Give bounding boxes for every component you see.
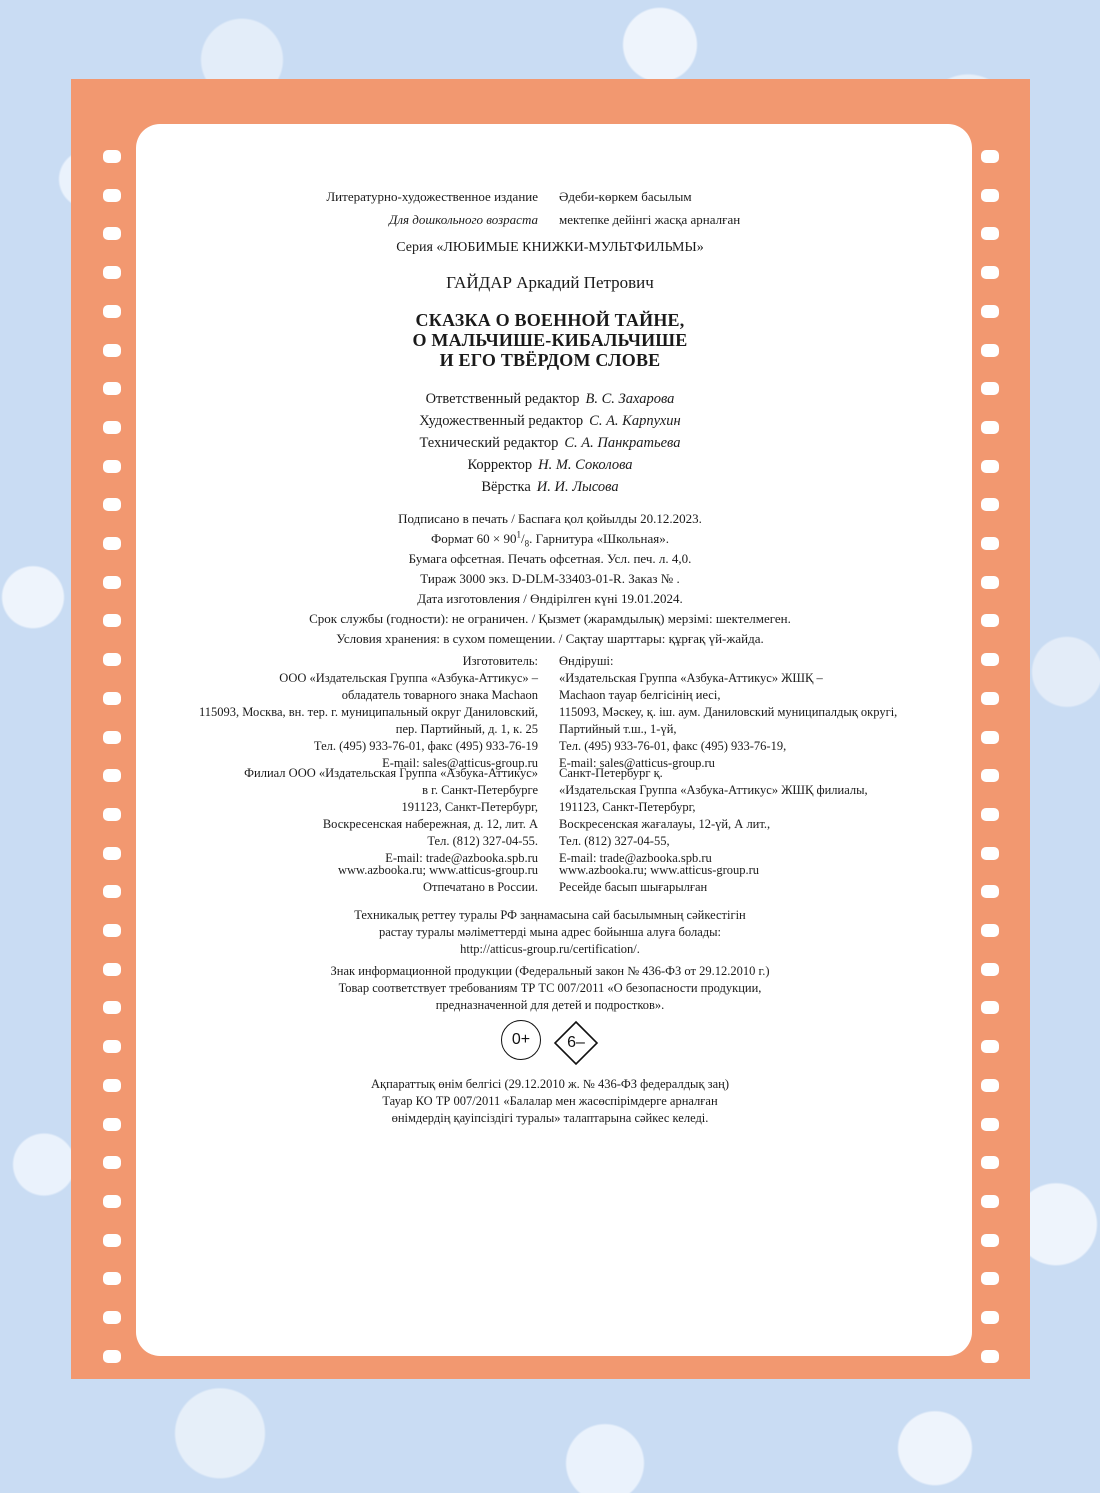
- staff-row-tech-editor: [0, 432, 1100, 454]
- manufacturer-ru: [199, 653, 538, 772]
- manufacturer-ru-line: E-mail: sales@atticus-group.ru: [382, 756, 538, 770]
- service-life-line: Срок службы (годности): не ограничен. / Қызмет (жарамдылық) мерзімі: шектелмеген.: [309, 611, 791, 626]
- branch-kz-line: Тел. (812) 327-04-55,: [559, 834, 670, 848]
- sprocket-hole: [103, 1272, 121, 1285]
- sprocket-hole: [103, 653, 121, 666]
- info-product-kz-line: Ақпараттық өнім белгісі (29.12.2010 ж. № 436-ФЗ федералдық заң): [371, 1077, 729, 1091]
- branch-ru-line: Филиал ООО «Издательская Группа «Азбука-Аттикус»: [244, 766, 538, 780]
- staff-row-art-editor: [0, 410, 1100, 432]
- sprocket-hole: [981, 1311, 999, 1324]
- manufacturer-ru-line: пер. Партийный, д. 1, к. 25: [395, 722, 538, 736]
- staff-row-layout: [0, 476, 1100, 498]
- manufacturer-ru-line: Изготовитель:: [462, 654, 538, 668]
- branch-ru-line: в г. Санкт-Петербурге: [422, 783, 538, 797]
- manufacturer-kz-line: Тел. (495) 933-76-01, факс (495) 933-76-19,: [559, 739, 787, 753]
- web-kz: [559, 862, 759, 896]
- manufacturer-kz-line: «Издательская Группа «Азбука-Аттикус» ЖШҚ –: [559, 671, 823, 685]
- sprocket-hole: [103, 808, 121, 821]
- sprocket-hole: [981, 885, 999, 898]
- sprocket-hole: [103, 731, 121, 744]
- staff-role: Технический редактор: [419, 435, 559, 451]
- certification-kz-line: растау туралы мәліметтерді мына адрес бойынша алуға болады:: [378, 925, 722, 939]
- sprocket-hole: [103, 1195, 121, 1208]
- manufacturer-kz-line: Өндіруші:: [559, 654, 614, 668]
- sprocket-hole: [103, 885, 121, 898]
- print-run-line: Тираж 3000 экз. D-DLM-33403-01-R. Заказ № .: [420, 571, 680, 586]
- branch-kz-line: Санкт-Петербург қ.: [559, 766, 663, 780]
- format-numerator: 1: [516, 529, 521, 540]
- sprocket-hole: [103, 847, 121, 860]
- age-badge-diamond: [553, 1020, 599, 1066]
- info-product-ru-line: Знак информационной продукции (Федеральный закон № 436-ФЗ от 29.12.2010 г.): [330, 964, 770, 978]
- sprocket-hole: [981, 769, 999, 782]
- branch-kz-line: Воскресенская жағалауы, 12-үй, А лит.,: [559, 817, 771, 831]
- manufacturer-kz-line: 115093, Мәскеу, қ. іш. аум. Даниловский муниципалдық округі,: [559, 705, 898, 719]
- storage-line: Условия хранения: в сухом помещении. / Сақтау шарттары: құрғақ үй-жайда.: [336, 631, 764, 646]
- staff-name: В. С. Захарова: [585, 391, 675, 407]
- format-line: Формат $60 \times 90^1/_8$. Гарнитура «Школьная».: [431, 529, 669, 549]
- branch-ru-line: E-mail: trade@azbooka.spb.ru: [385, 851, 538, 865]
- branch-ru-line: 191123, Санкт-Петербург,: [401, 800, 538, 814]
- staff-name: Н. М. Соколова: [538, 457, 633, 473]
- branch-ru: [244, 765, 538, 867]
- staff-role: Художественный редактор: [419, 413, 584, 429]
- series-line: Серия «ЛЮБИМЫЕ КНИЖКИ-МУЛЬТФИЛЬМЫ»: [396, 240, 704, 255]
- sprocket-hole: [981, 692, 999, 705]
- author-name: ГАЙДАР Аркадий Петрович: [446, 273, 654, 292]
- sprocket-hole: [981, 1156, 999, 1169]
- web-ru-line: Отпечатано в России.: [423, 880, 538, 894]
- manufacturer-kz: [559, 653, 897, 772]
- sprocket-hole: [981, 847, 999, 860]
- made-date-line: Дата изготовления / Өндірілген күні 19.01.2024.: [417, 591, 683, 606]
- sprocket-hole: [103, 1156, 121, 1169]
- manufacturer-kz-line: Machaon тауар белгісінің иесі,: [559, 688, 721, 702]
- manufacturer-ru-line: ООО «Издательская Группа «Азбука-Аттикус» –: [279, 671, 538, 685]
- book-title-line-1: СКАЗКА О ВОЕННОЙ ТАЙНЕ,: [415, 310, 685, 330]
- manufacturer-ru-line: 115093, Москва, вн. тер. г. муниципальный округ Даниловский,: [198, 705, 538, 719]
- branch-kz-line: E-mail: trade@azbooka.spb.ru: [559, 851, 712, 865]
- signed-to-print: Подписано в печать / Баспаға қол қойылды 20.12.2023.: [398, 511, 702, 526]
- web-kz-line: www.azbooka.ru; www.atticus-group.ru: [559, 863, 760, 877]
- web-ru: [338, 862, 538, 896]
- web-kz-line: Ресейде басып шығарылған: [559, 880, 708, 894]
- sprocket-hole: [103, 692, 121, 705]
- branch-ru-line: Воскресенская набережная, д. 12, лит. А: [322, 817, 538, 831]
- format-denominator: 8: [524, 538, 530, 549]
- staff-role: Корректор: [467, 457, 533, 473]
- sprocket-hole: [981, 1195, 999, 1208]
- genre-ru: Литературно-художественное издание: [326, 189, 538, 204]
- info-product-ru-line: предназначенной для детей и подростков».: [435, 998, 665, 1012]
- age-kz: мектепке дейінгі жасқа арналған: [559, 212, 741, 227]
- branch-kz-line: 191123, Санкт-Петербург,: [559, 800, 696, 814]
- sprocket-hole: [981, 808, 999, 821]
- certification-kz: [0, 907, 1100, 958]
- book-title-line-3: И ЕГО ТВЁРДОМ СЛОВЕ: [439, 350, 661, 370]
- staff-role: Вёрстка: [481, 479, 531, 495]
- sprocket-hole: [981, 653, 999, 666]
- branch-kz-line: «Издательская Группа «Азбука-Аттикус» ЖШҚ филиалы,: [559, 783, 868, 797]
- sprocket-hole: [103, 150, 121, 163]
- info-product-ru: [0, 963, 1100, 1014]
- age-ru: Для дошкольного возраста: [389, 212, 538, 227]
- sprocket-hole: [981, 1350, 999, 1363]
- info-product-ru-line: Товар соответствует требованиям ТР ТС 007/2011 «О безопасности продукции,: [338, 981, 762, 995]
- staff-role: Ответственный редактор: [425, 391, 580, 407]
- staff-name: С. А. Карпухин: [589, 413, 681, 429]
- manufacturer-ru-line: обладатель товарного знака Machaon: [341, 688, 538, 702]
- certification-kz-line: Техникалық реттеу туралы РФ заңнамасына сай басылымның сәйкестігін: [354, 908, 746, 922]
- info-product-kz: [0, 1076, 1100, 1127]
- staff-name: И. И. Лысова: [536, 479, 619, 495]
- branch-kz: [559, 765, 868, 867]
- sprocket-hole: [103, 189, 121, 202]
- typeface-text: . Гарнитура «Школьная».: [529, 531, 669, 546]
- info-product-kz-line: Тауар КО ТР 007/2011 «Балалар мен жасөспірімдерге арналған: [382, 1094, 718, 1108]
- age-badge-circle-label: 0+: [511, 1031, 531, 1048]
- genre-kz: Әдеби-көркем басылым: [559, 189, 692, 204]
- format-text: Формат 60 × 90: [431, 531, 517, 546]
- certification-kz-line: http://atticus-group.ru/certification/.: [460, 942, 640, 956]
- sprocket-hole: [981, 1272, 999, 1285]
- sprocket-hole: [103, 769, 121, 782]
- sprocket-hole: [981, 1234, 999, 1247]
- sprocket-hole: [103, 1311, 121, 1324]
- branch-ru-line: Тел. (812) 327-04-55.: [427, 834, 538, 848]
- manufacturer-kz-line: E-mail: sales@atticus-group.ru: [559, 756, 715, 770]
- sprocket-hole: [981, 150, 999, 163]
- manufacturer-kz-line: Партийный т.ш., 1-үй,: [559, 722, 677, 736]
- sprocket-hole: [103, 1350, 121, 1363]
- sprocket-hole: [981, 189, 999, 202]
- sprocket-hole: [103, 1234, 121, 1247]
- age-badge-circle: [501, 1020, 541, 1060]
- staff-row-proofreader: [0, 454, 1100, 476]
- age-badge-diamond-label: 6–: [567, 1034, 585, 1051]
- web-ru-line: www.azbooka.ru; www.atticus-group.ru: [337, 863, 538, 877]
- sprocket-hole: [981, 731, 999, 744]
- staff-name: С. А. Панкратьева: [564, 435, 681, 451]
- info-product-kz-line: өнімдердің қауіпсіздігі туралы» талаптарына сәйкес келеді.: [391, 1111, 709, 1125]
- paper-line: Бумага офсетная. Печать офсетная. Усл. печ. л. 4,0.: [408, 551, 692, 566]
- staff-row-editor: [0, 388, 1100, 410]
- age-rating-badges: [0, 1020, 1100, 1066]
- manufacturer-ru-line: Тел. (495) 933-76-01, факс (495) 933-76-19: [313, 739, 538, 753]
- book-title-line-2: О МАЛЬЧИШЕ-КИБАЛЬЧИШЕ: [412, 330, 688, 350]
